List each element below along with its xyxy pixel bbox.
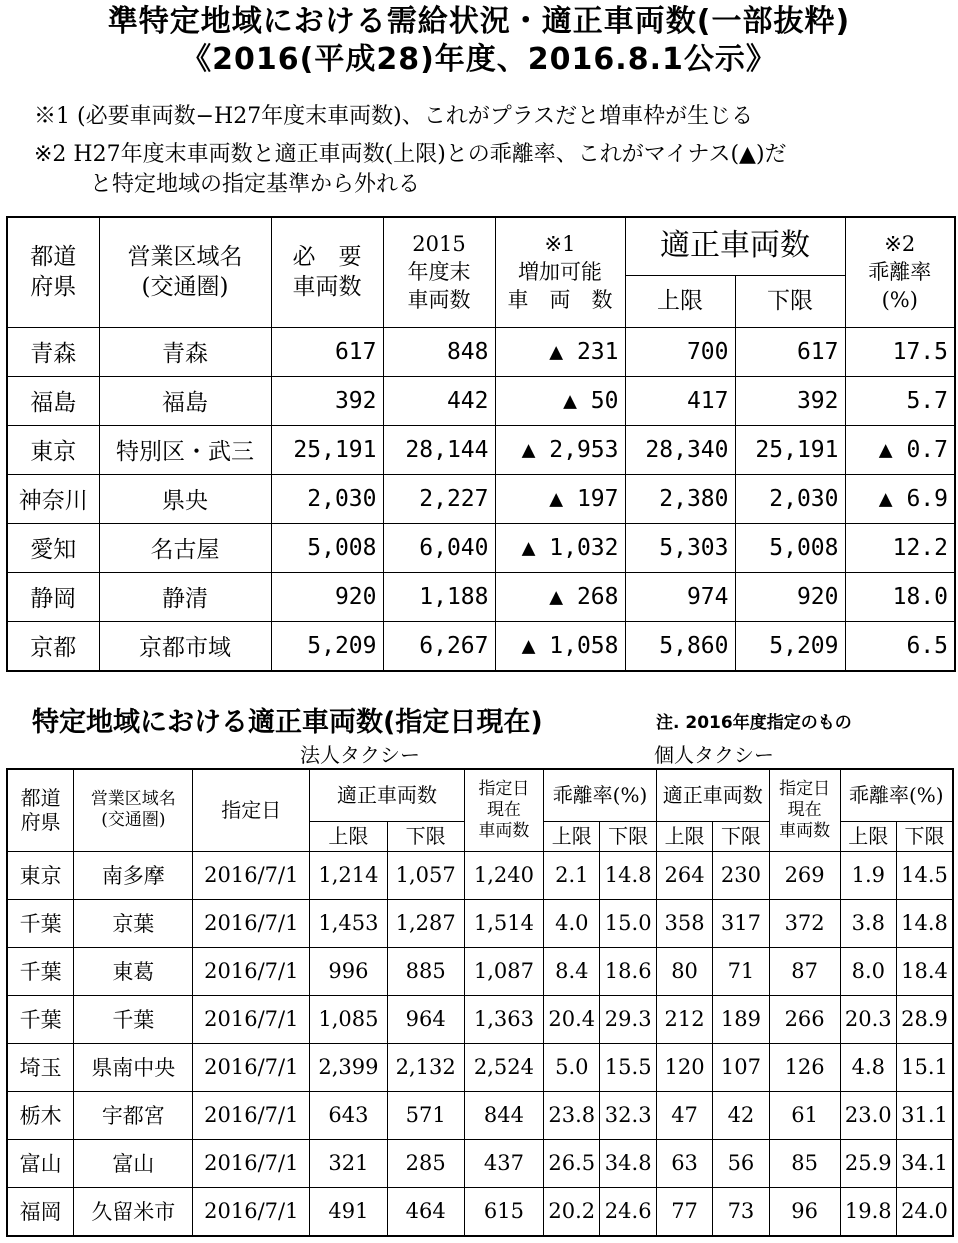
cell-corp-lower: 885 — [387, 947, 464, 995]
cell-area: 南多摩 — [74, 851, 193, 899]
table-row — [7, 1091, 953, 1139]
section-title: 特定地域における適正車両数(指定日現在) — [32, 707, 543, 738]
cell-indiv-current: 266 — [769, 995, 840, 1043]
cell-fy2015: 848 — [383, 327, 495, 376]
cell-indiv-upper: 264 — [656, 851, 712, 899]
header-indiv-deviation: 乖離率(%) — [840, 769, 953, 821]
table-row — [7, 1043, 953, 1091]
header-indiv-proper: 適正車両数 — [656, 769, 769, 821]
cell-pref: 青森 — [7, 327, 99, 376]
header-pref: 都道 府県 — [7, 217, 99, 327]
header-fy2015: 2015 年度末 車両数 — [383, 217, 495, 327]
table-row — [7, 1187, 953, 1236]
cell-corp-current: 615 — [464, 1187, 543, 1236]
cell-corp-current: 437 — [464, 1139, 543, 1187]
cell-corp-deviation-lower: 24.6 — [600, 1187, 656, 1236]
cell-corp-lower: 964 — [387, 995, 464, 1043]
cell-indiv-deviation-lower: 18.4 — [896, 947, 953, 995]
header-date: 指定日 — [193, 769, 310, 851]
cell-date: 2016/7/1 — [193, 1187, 310, 1236]
cell-corp-lower: 464 — [387, 1187, 464, 1236]
cell-pref: 千葉 — [7, 995, 74, 1043]
cell-area: 県央 — [99, 474, 271, 523]
cell-pref: 東京 — [7, 851, 74, 899]
header-corp-current: 指定日 現在 車両数 — [464, 769, 543, 851]
cell-area: 富山 — [74, 1139, 193, 1187]
header-corp-proper: 適正車両数 — [310, 769, 465, 821]
cell-required: 2,030 — [271, 474, 383, 523]
cell-corp-upper: 2,399 — [310, 1043, 387, 1091]
cell-lower: 2,030 — [735, 474, 845, 523]
cell-lower: 5,008 — [735, 523, 845, 572]
header-pref: 都道 府県 — [7, 769, 74, 851]
cell-increase: ▲ 1,032 — [495, 523, 625, 572]
table-row — [7, 425, 955, 474]
cell-upper: 2,380 — [625, 474, 735, 523]
cell-indiv-current: 96 — [769, 1187, 840, 1236]
cell-corp-deviation-lower: 32.3 — [600, 1091, 656, 1139]
cell-indiv-lower: 317 — [713, 899, 769, 947]
cell-deviation: 5.7 — [845, 376, 955, 425]
cell-indiv-current: 85 — [769, 1139, 840, 1187]
cell-corp-lower: 1,287 — [387, 899, 464, 947]
table-row — [7, 327, 955, 376]
cell-fy2015: 442 — [383, 376, 495, 425]
cell-required: 392 — [271, 376, 383, 425]
cell-fy2015: 6,267 — [383, 621, 495, 671]
cell-required: 920 — [271, 572, 383, 621]
table-row — [7, 947, 953, 995]
cell-date: 2016/7/1 — [193, 899, 310, 947]
cell-upper: 5,303 — [625, 523, 735, 572]
cell-corp-deviation-lower: 34.8 — [600, 1139, 656, 1187]
cell-area: 千葉 — [74, 995, 193, 1043]
cell-corp-upper: 1,214 — [310, 851, 387, 899]
cell-upper: 417 — [625, 376, 735, 425]
cell-area: 京都市域 — [99, 621, 271, 671]
cell-corp-current: 2,524 — [464, 1043, 543, 1091]
cell-indiv-lower: 189 — [713, 995, 769, 1043]
header-upper: 上限 — [625, 275, 735, 327]
cell-upper: 974 — [625, 572, 735, 621]
header-area: 営業区域名 (交通圏) — [99, 217, 271, 327]
note-2: ※2 H27年度末車両数と適正車両数(上限)との乖離率、これがマイナス(▲)だ — [34, 142, 787, 167]
cell-corp-lower: 1,057 — [387, 851, 464, 899]
cell-corp-deviation-upper: 23.8 — [544, 1091, 600, 1139]
cell-pref: 愛知 — [7, 523, 99, 572]
cell-indiv-upper: 77 — [656, 1187, 712, 1236]
cell-area: 特別区・武三 — [99, 425, 271, 474]
cell-corp-deviation-upper: 20.2 — [544, 1187, 600, 1236]
header-lower: 下限 — [600, 821, 656, 851]
header-proper-count: 適正車両数 — [625, 217, 845, 275]
cell-corp-deviation-upper: 26.5 — [544, 1139, 600, 1187]
cell-corp-current: 844 — [464, 1091, 543, 1139]
cell-area: 京葉 — [74, 899, 193, 947]
cell-deviation: 18.0 — [845, 572, 955, 621]
cell-corp-lower: 571 — [387, 1091, 464, 1139]
cell-lower: 920 — [735, 572, 845, 621]
cell-area: 県南中央 — [74, 1043, 193, 1091]
header-deviation: ※2 乖離率 (%) — [845, 217, 955, 327]
header-upper: 上限 — [840, 821, 896, 851]
cell-corp-current: 1,240 — [464, 851, 543, 899]
table-row — [7, 523, 955, 572]
cell-indiv-deviation-lower: 34.1 — [896, 1139, 953, 1187]
cell-pref: 東京 — [7, 425, 99, 474]
cell-fy2015: 28,144 — [383, 425, 495, 474]
cell-required: 5,209 — [271, 621, 383, 671]
cell-corp-deviation-upper: 5.0 — [544, 1043, 600, 1091]
table-row — [7, 851, 953, 899]
cell-increase: ▲ 231 — [495, 327, 625, 376]
cell-corp-upper: 491 — [310, 1187, 387, 1236]
cell-indiv-upper: 63 — [656, 1139, 712, 1187]
cell-indiv-current: 87 — [769, 947, 840, 995]
supply-demand-table — [6, 216, 956, 672]
cell-required: 617 — [271, 327, 383, 376]
cell-indiv-upper: 212 — [656, 995, 712, 1043]
cell-area: 福島 — [99, 376, 271, 425]
cell-indiv-lower: 56 — [713, 1139, 769, 1187]
cell-indiv-current: 269 — [769, 851, 840, 899]
cell-corp-lower: 285 — [387, 1139, 464, 1187]
cell-date: 2016/7/1 — [193, 1139, 310, 1187]
cell-indiv-deviation-upper: 23.0 — [840, 1091, 896, 1139]
cell-corp-current: 1,087 — [464, 947, 543, 995]
cell-pref: 福島 — [7, 376, 99, 425]
group-label-individual: 個人タクシー — [654, 743, 774, 767]
note-1: ※1 (必要車両数−H27年度末車両数)、これがプラスだと増車枠が生じる — [34, 104, 754, 129]
cell-corp-deviation-lower: 15.5 — [600, 1043, 656, 1091]
cell-date: 2016/7/1 — [193, 995, 310, 1043]
cell-deviation: 12.2 — [845, 523, 955, 572]
header-corp-deviation: 乖離率(%) — [544, 769, 657, 821]
cell-corp-deviation-upper: 20.4 — [544, 995, 600, 1043]
cell-indiv-lower: 73 — [713, 1187, 769, 1236]
cell-indiv-deviation-lower: 15.1 — [896, 1043, 953, 1091]
cell-lower: 617 — [735, 327, 845, 376]
cell-upper: 700 — [625, 327, 735, 376]
cell-pref: 千葉 — [7, 899, 74, 947]
cell-deviation: ▲ 0.7 — [845, 425, 955, 474]
cell-indiv-lower: 230 — [713, 851, 769, 899]
table-row — [7, 376, 955, 425]
cell-corp-upper: 1,085 — [310, 995, 387, 1043]
cell-area: 久留米市 — [74, 1187, 193, 1236]
cell-indiv-deviation-upper: 4.8 — [840, 1043, 896, 1091]
cell-pref: 富山 — [7, 1139, 74, 1187]
cell-corp-lower: 2,132 — [387, 1043, 464, 1091]
header-indiv-current: 指定日 現在 車両数 — [769, 769, 840, 851]
cell-required: 5,008 — [271, 523, 383, 572]
cell-indiv-deviation-lower: 14.5 — [896, 851, 953, 899]
cell-required: 25,191 — [271, 425, 383, 474]
cell-increase: ▲ 50 — [495, 376, 625, 425]
cell-pref: 栃木 — [7, 1091, 74, 1139]
cell-date: 2016/7/1 — [193, 851, 310, 899]
cell-lower: 25,191 — [735, 425, 845, 474]
cell-indiv-deviation-upper: 19.8 — [840, 1187, 896, 1236]
table-row — [7, 474, 955, 523]
cell-pref: 千葉 — [7, 947, 74, 995]
cell-corp-deviation-lower: 18.6 — [600, 947, 656, 995]
table-row — [7, 572, 955, 621]
cell-area: 宇都宮 — [74, 1091, 193, 1139]
cell-lower: 5,209 — [735, 621, 845, 671]
cell-pref: 静岡 — [7, 572, 99, 621]
cell-deviation: 17.5 — [845, 327, 955, 376]
cell-area: 名古屋 — [99, 523, 271, 572]
cell-corp-deviation-lower: 29.3 — [600, 995, 656, 1043]
cell-corp-deviation-upper: 8.4 — [544, 947, 600, 995]
cell-corp-deviation-upper: 4.0 — [544, 899, 600, 947]
cell-indiv-lower: 107 — [713, 1043, 769, 1091]
cell-indiv-deviation-lower: 28.9 — [896, 995, 953, 1043]
cell-increase: ▲ 197 — [495, 474, 625, 523]
header-lower: 下限 — [713, 821, 769, 851]
cell-indiv-upper: 80 — [656, 947, 712, 995]
cell-indiv-deviation-lower: 31.1 — [896, 1091, 953, 1139]
cell-corp-deviation-lower: 14.8 — [600, 851, 656, 899]
header-lower: 下限 — [387, 821, 464, 851]
designated-area-table — [6, 768, 954, 1237]
cell-indiv-deviation-upper: 8.0 — [840, 947, 896, 995]
cell-upper: 5,860 — [625, 621, 735, 671]
section-note: 注. 2016年度指定のもの — [656, 713, 852, 733]
cell-deviation: ▲ 6.9 — [845, 474, 955, 523]
cell-indiv-lower: 71 — [713, 947, 769, 995]
cell-upper: 28,340 — [625, 425, 735, 474]
cell-indiv-upper: 47 — [656, 1091, 712, 1139]
cell-indiv-lower: 42 — [713, 1091, 769, 1139]
cell-pref: 神奈川 — [7, 474, 99, 523]
cell-date: 2016/7/1 — [193, 1043, 310, 1091]
cell-indiv-deviation-upper: 3.8 — [840, 899, 896, 947]
cell-pref: 京都 — [7, 621, 99, 671]
cell-corp-current: 1,514 — [464, 899, 543, 947]
header-lower: 下限 — [735, 275, 845, 327]
cell-indiv-deviation-upper: 1.9 — [840, 851, 896, 899]
page-subtitle: 《2016(平成28)年度、2016.8.1公示》 — [181, 42, 777, 77]
cell-corp-upper: 321 — [310, 1139, 387, 1187]
cell-indiv-deviation-lower: 24.0 — [896, 1187, 953, 1236]
table-row — [7, 1139, 953, 1187]
cell-increase: ▲ 268 — [495, 572, 625, 621]
header-lower: 下限 — [896, 821, 953, 851]
group-label-corporate: 法人タクシー — [300, 743, 420, 767]
table-row — [7, 899, 953, 947]
cell-corp-upper: 996 — [310, 947, 387, 995]
cell-area: 青森 — [99, 327, 271, 376]
cell-lower: 392 — [735, 376, 845, 425]
cell-fy2015: 2,227 — [383, 474, 495, 523]
cell-area: 静清 — [99, 572, 271, 621]
cell-fy2015: 6,040 — [383, 523, 495, 572]
cell-corp-current: 1,363 — [464, 995, 543, 1043]
cell-indiv-current: 372 — [769, 899, 840, 947]
cell-increase: ▲ 2,953 — [495, 425, 625, 474]
cell-deviation: 6.5 — [845, 621, 955, 671]
cell-date: 2016/7/1 — [193, 1091, 310, 1139]
cell-corp-deviation-upper: 2.1 — [544, 851, 600, 899]
header-upper: 上限 — [544, 821, 600, 851]
cell-indiv-deviation-upper: 20.3 — [840, 995, 896, 1043]
cell-date: 2016/7/1 — [193, 947, 310, 995]
cell-pref: 埼玉 — [7, 1043, 74, 1091]
cell-indiv-deviation-upper: 25.9 — [840, 1139, 896, 1187]
header-upper: 上限 — [310, 821, 387, 851]
cell-corp-deviation-lower: 15.0 — [600, 899, 656, 947]
header-required: 必 要 車両数 — [271, 217, 383, 327]
header-increase: ※1 増加可能 車 両 数 — [495, 217, 625, 327]
cell-area: 東葛 — [74, 947, 193, 995]
page-title: 準特定地域における需給状況・適正車両数(一部抜粋) — [107, 4, 851, 39]
cell-pref: 福岡 — [7, 1187, 74, 1236]
note-2-continued: と特定地域の指定基準から外れる — [90, 172, 421, 197]
cell-indiv-deviation-lower: 14.8 — [896, 899, 953, 947]
table-row — [7, 621, 955, 671]
cell-indiv-current: 61 — [769, 1091, 840, 1139]
cell-corp-upper: 1,453 — [310, 899, 387, 947]
cell-increase: ▲ 1,058 — [495, 621, 625, 671]
cell-indiv-upper: 120 — [656, 1043, 712, 1091]
cell-indiv-current: 126 — [769, 1043, 840, 1091]
cell-indiv-upper: 358 — [656, 899, 712, 947]
cell-fy2015: 1,188 — [383, 572, 495, 621]
header-upper: 上限 — [656, 821, 712, 851]
header-area: 営業区域名 (交通圏) — [74, 769, 193, 851]
table-row — [7, 995, 953, 1043]
cell-corp-upper: 643 — [310, 1091, 387, 1139]
